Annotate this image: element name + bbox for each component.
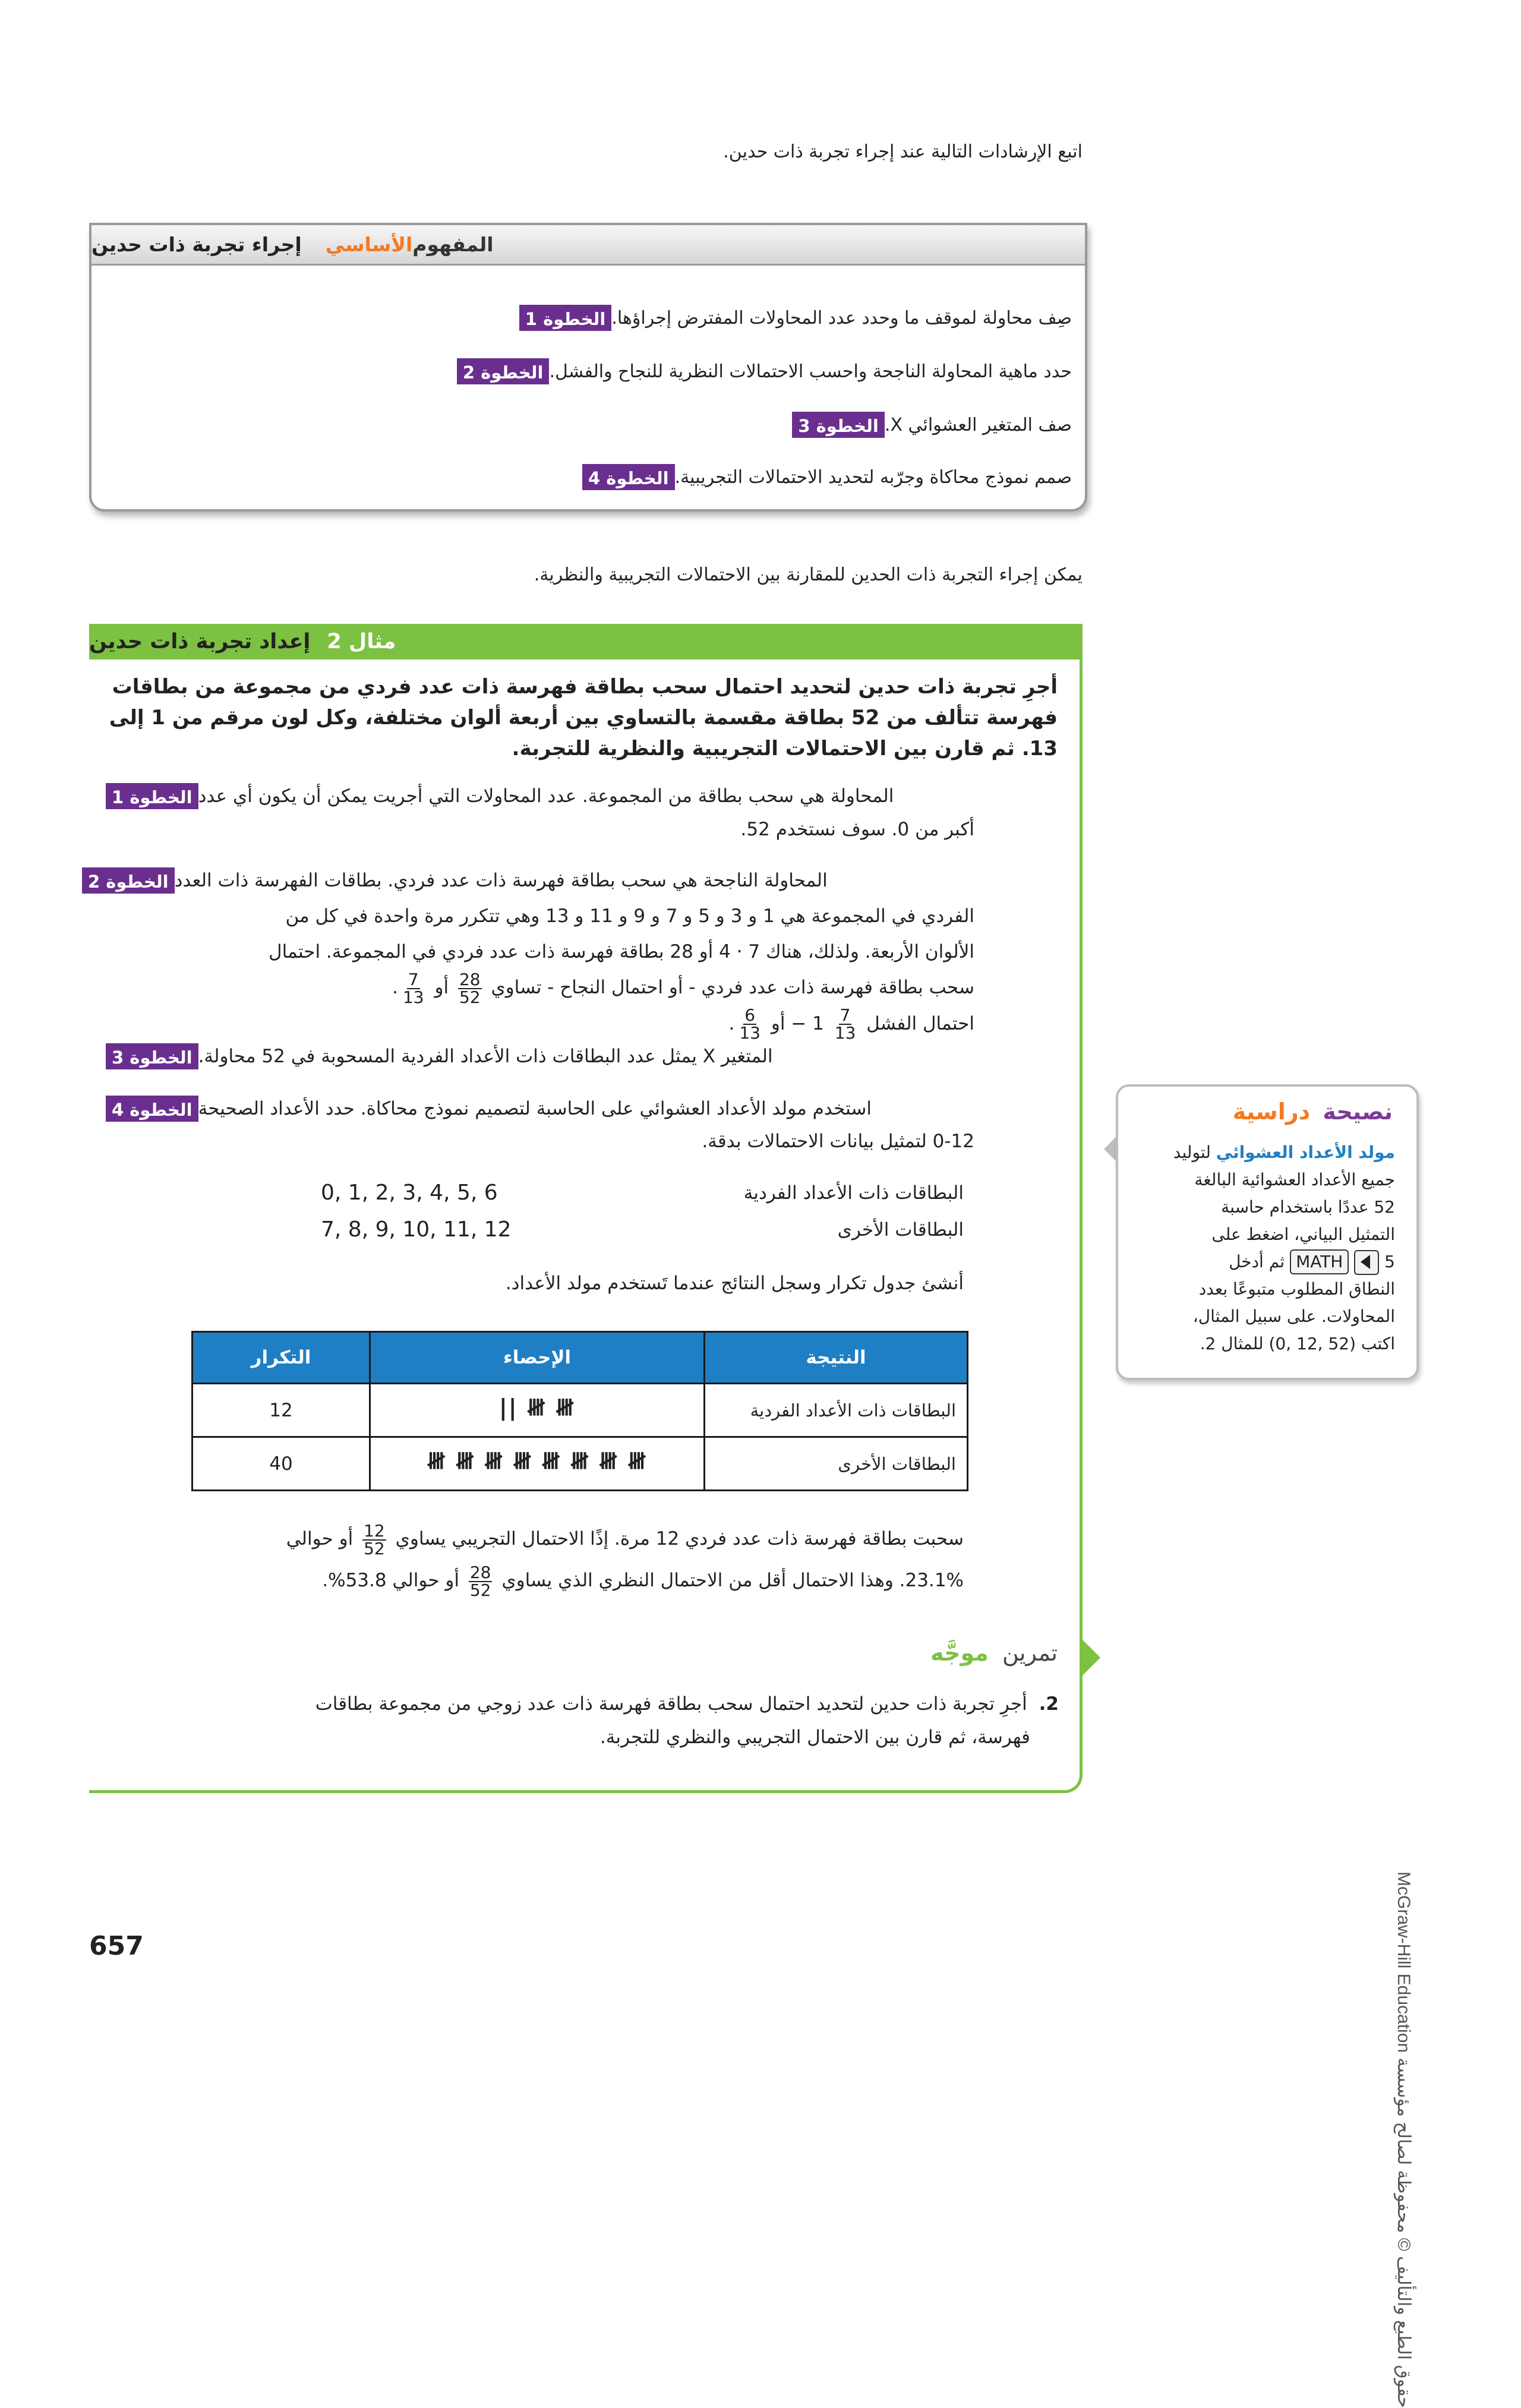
failure-prob-text: احتمال الفشل xyxy=(866,1012,974,1034)
step-1-line-2: أكبر من 0. سوف نستخدم 52. xyxy=(740,819,974,840)
one-minus: 1 − xyxy=(791,1012,824,1034)
tip-line-2: جميع الأعداد العشوائية البالغة xyxy=(1194,1170,1395,1189)
frequency-table xyxy=(191,1331,968,1491)
step-2-line-2: الفردي في المجموعة هي 1 و 3 و 5 و 7 و 9 و 11 و 13 وهي تتكرر مرة واحدة في كل من xyxy=(285,905,974,927)
header-frequency: التكرار xyxy=(193,1332,370,1384)
other-cards-label: البطاقات الأخرى xyxy=(837,1219,964,1241)
guided-line-2: فهرسة، ثم قارن بين الاحتمال التجريبي والنظري للتجربة. xyxy=(599,1727,1030,1748)
guided-line-1: أجرِ تجربة ذات حدين لتحديد احتمال سحب بطاقة فهرسة ذات عدد زوجي من مجموعة بطاقات xyxy=(315,1693,1027,1715)
study-tip-highlight: مولد الأعداد العشوائي xyxy=(1216,1143,1395,1162)
step-tag: الخطوة 4 xyxy=(106,1096,198,1122)
guided-practice-marker xyxy=(1083,1640,1100,1675)
odd-cards-label: البطاقات ذات الأعداد الفردية xyxy=(743,1182,964,1204)
header-tally: الإحصاء xyxy=(370,1332,705,1384)
key-concept-header xyxy=(91,225,1085,266)
step-tag: الخطوة 2 xyxy=(457,358,550,384)
example-step-3 xyxy=(96,1039,1059,1074)
key-concept-label-accent: الأساسي xyxy=(325,233,413,256)
fraction-7-13-b: $\frac{7}{13}$ xyxy=(834,1005,856,1043)
fraction-7-13: $\frac{7}{13}$ xyxy=(402,969,424,1007)
page-number: 657 xyxy=(89,1931,144,1961)
step-tag: الخطوة 1 xyxy=(106,783,198,809)
step-text: صِف محاولة لموقف ما وحدد عدد المحاولات المفترض إجراؤها. xyxy=(611,307,1072,329)
result-line-2 xyxy=(132,1563,964,1599)
result-text-1: سحبت بطاقة فهرسة ذات عدد فردي 12 مرة. إذًا الاحتمال التجريبي يساوي xyxy=(395,1528,964,1549)
step-2-line-4: سحب بطاقة فهرسة ذات عدد فردي - أو احتمال النجاح - تساوي $\frac{28}{52}$ أو $\frac{7}{13}$ . xyxy=(392,969,974,1007)
copyright-vertical: حقوق الطبع والتأليف © محفوظة لصالح مؤسسة McGraw-Hill Education xyxy=(1394,1872,1413,2408)
result-text-2: 23.1%. وهذا الاحتمال أقل من الاحتمال النظري الذي يساوي xyxy=(501,1570,964,1591)
frequency-cell: 40 xyxy=(193,1437,370,1491)
result-text-2-end: أو حوالي 53.8%. xyxy=(322,1570,459,1591)
step-tag: الخطوة 3 xyxy=(792,412,885,438)
example-task: أجرِ تجربة ذات حدين لتحديد احتمال سحب بطاقة فهرسة ذات عدد فردي من مجموعة من بطاقات فهرسة تتألف من 52 بطاقة مقسمة بالتساوي بين أربعة ألوان مختلفة، وكل لون مرقم من 1 إلى 13. ثم قارن بين الاحتمالات التجريبية والنظرية للتجربة. xyxy=(109,675,1058,760)
key-concept-label: المفهوم xyxy=(412,233,494,256)
outcome-cell: البطاقات الأخرى xyxy=(705,1437,968,1491)
study-tip-box xyxy=(1116,1084,1419,1380)
guided-exercise-2 xyxy=(108,1687,1059,1754)
exercise-number: 2. xyxy=(1039,1693,1059,1715)
tip-line-8: اكتب (52 ,12 ,0) للمثال 2. xyxy=(1200,1334,1395,1353)
success-prob-text: سحب بطاقة فهرسة ذات عدد فردي - أو احتمال النجاح - تساوي xyxy=(491,977,974,998)
or-word: أو xyxy=(434,977,449,998)
step-3-text: المتغير X يمثل عدد البطاقات ذات الأعداد الفردية المسحوبة في 52 محاولة. xyxy=(198,1046,773,1067)
frequency-cell: 12 xyxy=(193,1384,370,1437)
tip-line-5-text: ثم أدخل xyxy=(1229,1252,1285,1271)
result-text-1-end: أو حوالي xyxy=(286,1528,354,1549)
example-step-4 xyxy=(96,1091,1059,1156)
tally-cell: 𝍸 𝍸 || xyxy=(370,1384,705,1437)
step-2-line-1: المحاولة الناجحة هي سحب بطاقة فهرسة ذات عدد فردي. بطاقات الفهرسة ذات العدد xyxy=(174,870,828,891)
step-text: صمم نموذج محاكاة وجرّبه لتحديد الاحتمالات التجريبية. xyxy=(674,466,1072,488)
fraction-28-52: $\frac{28}{52}$ xyxy=(459,969,481,1007)
key-concept-title: إجراء تجربة ذات حدين xyxy=(91,233,302,256)
example-step-1 xyxy=(96,778,1059,845)
odd-cards-values: 0, 1, 2, 3, 4, 5, 6 xyxy=(321,1181,498,1205)
fraction-12-52: $\frac{12}{52}$ xyxy=(364,1520,385,1558)
tip-line-1: لتوليد xyxy=(1173,1143,1211,1162)
step-2-line-3: الألوان الأربعة. ولذلك، هناك 7 · 4 أو 28 بطاقة فهرسة ذات عدد فردي في المجموعة. احتمال xyxy=(269,941,974,962)
key-concept-box xyxy=(89,223,1087,512)
study-tip-title xyxy=(1233,1099,1393,1125)
tip-line-4: التمثيل البياني، اضغط على xyxy=(1211,1224,1395,1244)
outcome-cell: البطاقات ذات الأعداد الفردية xyxy=(705,1384,968,1437)
guided-title-a: تمرين xyxy=(1002,1640,1058,1666)
example-header xyxy=(89,624,1083,659)
key-step-4 xyxy=(573,463,1072,491)
key-step-2 xyxy=(447,357,1072,386)
tip-line-5 xyxy=(1134,1248,1395,1276)
step-1-line-1: المحاولة هي سحب بطاقة من المجموعة. عدد المحاولات التي أجريت يمكن أن يكون أي عدد xyxy=(198,785,894,807)
fraction-28-52-b: $\frac{28}{52}$ xyxy=(469,1562,491,1600)
other-cards-values: 7, 8, 9, 10, 11, 12 xyxy=(321,1217,512,1242)
step-2-line-5: احتمال الفشل $\frac{7}{13}$ 1 − أو $\frac{6}{13}$ . xyxy=(728,1005,974,1043)
table-intro: أنشئ جدول تكرار وسجل النتائج عندما تَستخدم مولد الأعداد. xyxy=(505,1273,964,1294)
key-step-1 xyxy=(510,304,1072,332)
fraction-6-13: $\frac{6}{13}$ xyxy=(739,1005,760,1043)
step-4-line-2: 0-12 لتمثيل بيانات الاحتمالات بدقة. xyxy=(702,1131,974,1152)
step-tag: الخطوة 2 xyxy=(82,867,175,894)
study-tip-title-b: دراسية xyxy=(1232,1099,1311,1125)
intro-text-2: يمكن إجراء التجربة ذات الحدين للمقارنة بين الاحتمالات التجريبية والنظرية. xyxy=(534,564,1083,585)
guided-practice-title xyxy=(930,1640,1058,1666)
key-step-3 xyxy=(782,411,1072,439)
key-5: 5 xyxy=(1384,1252,1395,1271)
table-row xyxy=(193,1437,968,1491)
tally-cell: 𝍸 𝍸 𝍸 𝍸 𝍸 𝍸 𝍸 𝍸 xyxy=(370,1437,705,1491)
example-title: إعداد تجربة ذات حدين xyxy=(89,630,311,654)
left-arrow-key-icon xyxy=(1354,1250,1379,1275)
example-number: مثال 2 xyxy=(327,630,396,654)
tip-line-7: المحاولات. على سبيل المثال، xyxy=(1192,1306,1395,1326)
guided-title-b: موجَّه xyxy=(930,1640,989,1666)
step-tag: الخطوة 4 xyxy=(582,464,675,490)
tip-line-6: النطاق المطلوب متبوعًا بعدد xyxy=(1198,1279,1395,1299)
study-tip-body xyxy=(1134,1139,1395,1358)
table-row xyxy=(193,1384,968,1437)
step-4-line-1: استخدم مولد الأعداد العشوائي على الحاسبة لتصميم نموذج محاكاة. حدد الأعداد الصحيحة xyxy=(198,1098,872,1119)
step-text: صف المتغير العشوائي X. xyxy=(884,414,1072,435)
step-tag: الخطوة 3 xyxy=(106,1043,198,1069)
study-tip-title-a: نصيحة xyxy=(1323,1099,1393,1125)
result-line-1 xyxy=(132,1521,964,1557)
example-step-2 xyxy=(72,863,1059,1042)
header-outcome: النتيجة xyxy=(705,1332,968,1384)
or-word: أو xyxy=(771,1012,785,1034)
intro-text-1: اتبع الإرشادات التالية عند إجراء تجربة ذات حدين. xyxy=(723,141,1083,162)
step-tag: الخطوة 1 xyxy=(519,305,612,331)
tip-line-3: 52 عددًا باستخدام حاسبة xyxy=(1221,1197,1395,1217)
step-text: حدد ماهية المحاولة الناجحة واحسب الاحتمالات النظرية للنجاح والفشل. xyxy=(549,361,1072,382)
math-key: MATH xyxy=(1290,1249,1349,1274)
